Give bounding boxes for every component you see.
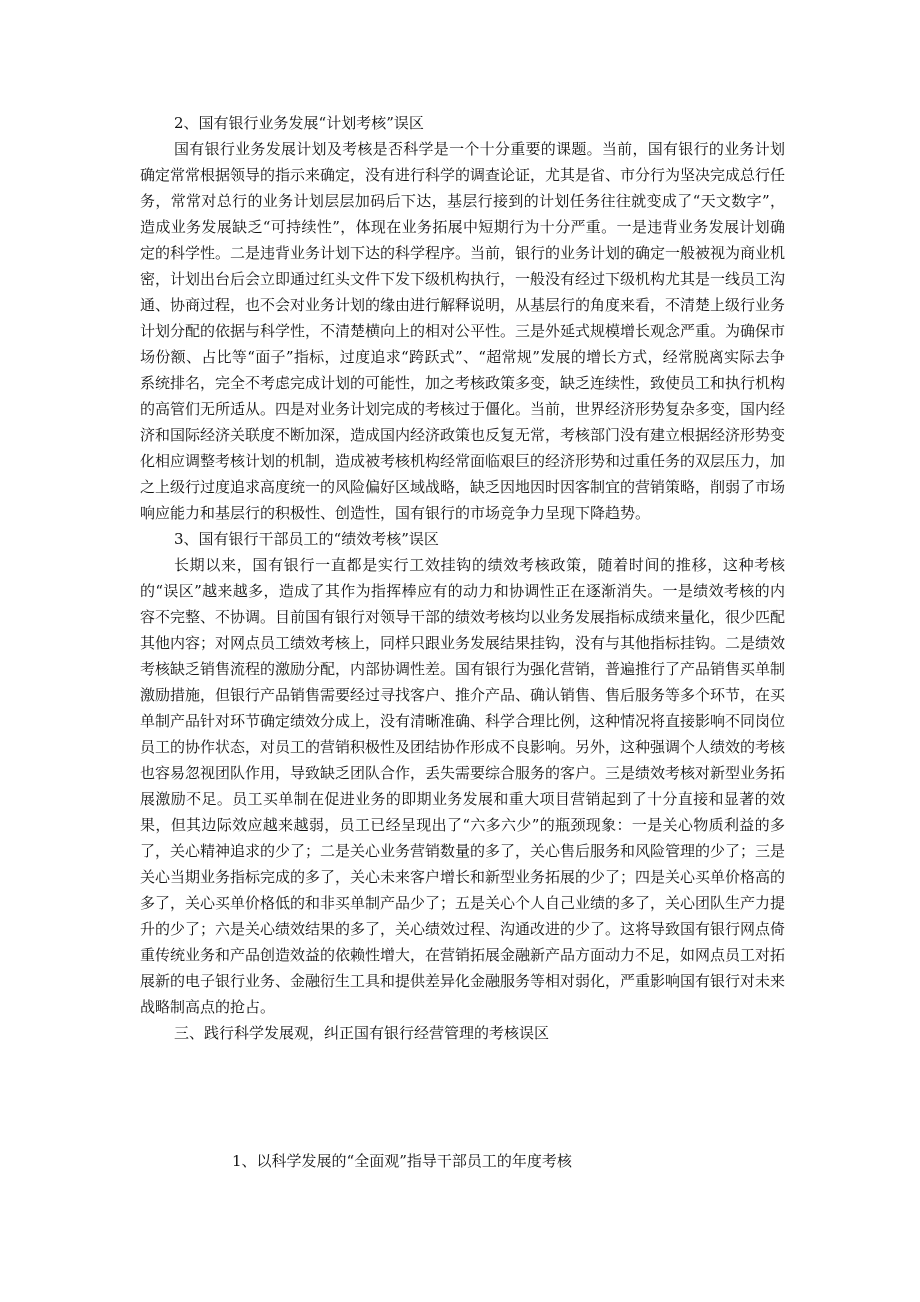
- section-3-heading: 3、国有银行干部员工的“绩效考核”误区: [174, 530, 439, 548]
- document-body: [140, 110, 785, 1046]
- section-2-paragraph: 国有银行业务发展计划及考核是否科学是一个十分重要的课题。当前，国有银行的业务计划确定常常根据领导的指示来确定，没有进行科学的调查论证，尤其是省、市分行为坚决完成总行任务，常常对总行的业务计划层层加码后下达，基层行接到的计划任务往往就变成了“天文数字”，造成业务发展缺乏“可持续性”，体现在业务拓展中短期行为十分严重。一是违背业务发展计划确定的科学性。二是违背业务计划下达的科学程序。当前，银行的业务计划的确定一般被视为商业机密，计划出台后会立即通过红头文件下发下级机构执行，一般没有经过下级机构尤其是一线员工沟通、协商过程，也不会对业务计划的缘由进行解释说明，从基层行的角度来看，不清楚上级行业务计划分配的依据与科学性，不清楚横向上的相对公平性。三是外延式规模增长观念严重。为确保市场份额、占比等“面子”指标，过度追求“跨跃式”、“超常规”发展的增长方式，经常脱离实际去争系统排名，完全不考虑完成计划的可能性，加之考核政策多变，缺乏连续性，致使员工和执行机构的高管们无所适从。四是对业务计划完成的考核过于僵化。当前，世界经济形势复杂多变，国内经济和国际经济关联度不断加深，造成国内经济政策也反复无常，考核部门没有建立根据经济形势变化相应调整考核计划的机制，造成被考核机构经常面临艰巨的经济形势和过重任务的双层压力，加之上级行过度追求高度统一的风险偏好区域战略，缺乏因地因时因客制宜的营销策略，削弱了市场响应能力和基层行的积极性、创造性，国有银行的市场竞争力呈现下降趋势。: [140, 140, 786, 522]
- subsection-1-heading: 1、以科学发展的“全面观”指导干部员工的年度考核: [232, 1152, 572, 1170]
- section-3-paragraph: 长期以来，国有银行一直都是实行工效挂钩的绩效考核政策，随着时间的推移，这种考核的“误区”越来越多，造成了其作为指挥棒应有的动力和协调性正在逐渐消失。一是绩效考核的内容不完整、不协调。目前国有银行对领导干部的绩效考核均以业务发展指标成绩来量化，很少匹配其他内容；对网点员工绩效考核上，同样只跟业务发展结果挂钩，没有与其他指标挂钩。二是绩效考核缺乏销售流程的激励分配，内部协调性差。国有银行为强化营销，普遍推行了产品销售买单制激励措施，但银行产品销售需要经过寻找客户、推介产品、确认销售、售后服务等多个环节，在买单制产品针对环节确定绩效分成上，没有清晰准确、科学合理比例，这种情况将直接影响不同岗位员工的协作状态，对员工的营销积极性及团结协作形成不良影响。另外，这种强调个人绩效的考核也容易忽视团队作用，导致缺乏团队合作，丢失需要综合服务的客户。三是绩效考核对新型业务拓展激励不足。员工买单制在促进业务的即期业务发展和重大项目营销起到了十分直接和显著的效果，但其边际效应越来越弱，员工已经呈现出了“六多六少”的瓶颈现象：一是关心物质利益的多了，关心精神追求的少了；二是关心业务营销数量的多了，关心售后服务和风险管理的少了；三是关心当期业务指标完成的多了，关心未来客户增长和新型业务拓展的少了；四是关心买单价格高的多了，关心买单价格低的和非买单制产品少了；五是关心个人自己业绩的多了，关心团队生产力提升的少了；六是关心绩效结果的多了，关心绩效过程、沟通改进的少了。这将导致国有银行网点倚重传统业务和产品创造效益的依赖性增大，在营销拓展金融新产品方面动力不足，如网点员工对拓展新的电子银行业务、金融衍生工具和提供差异化金融服务等相对弱化，严重影响国有银行对未来战略制高点的抢占。: [140, 556, 786, 1016]
- part-3-heading: 三、践行科学发展观，纠正国有银行经营管理的考核误区: [174, 1024, 550, 1042]
- section-2-heading: 2、国有银行业务发展“计划考核”误区: [174, 114, 424, 132]
